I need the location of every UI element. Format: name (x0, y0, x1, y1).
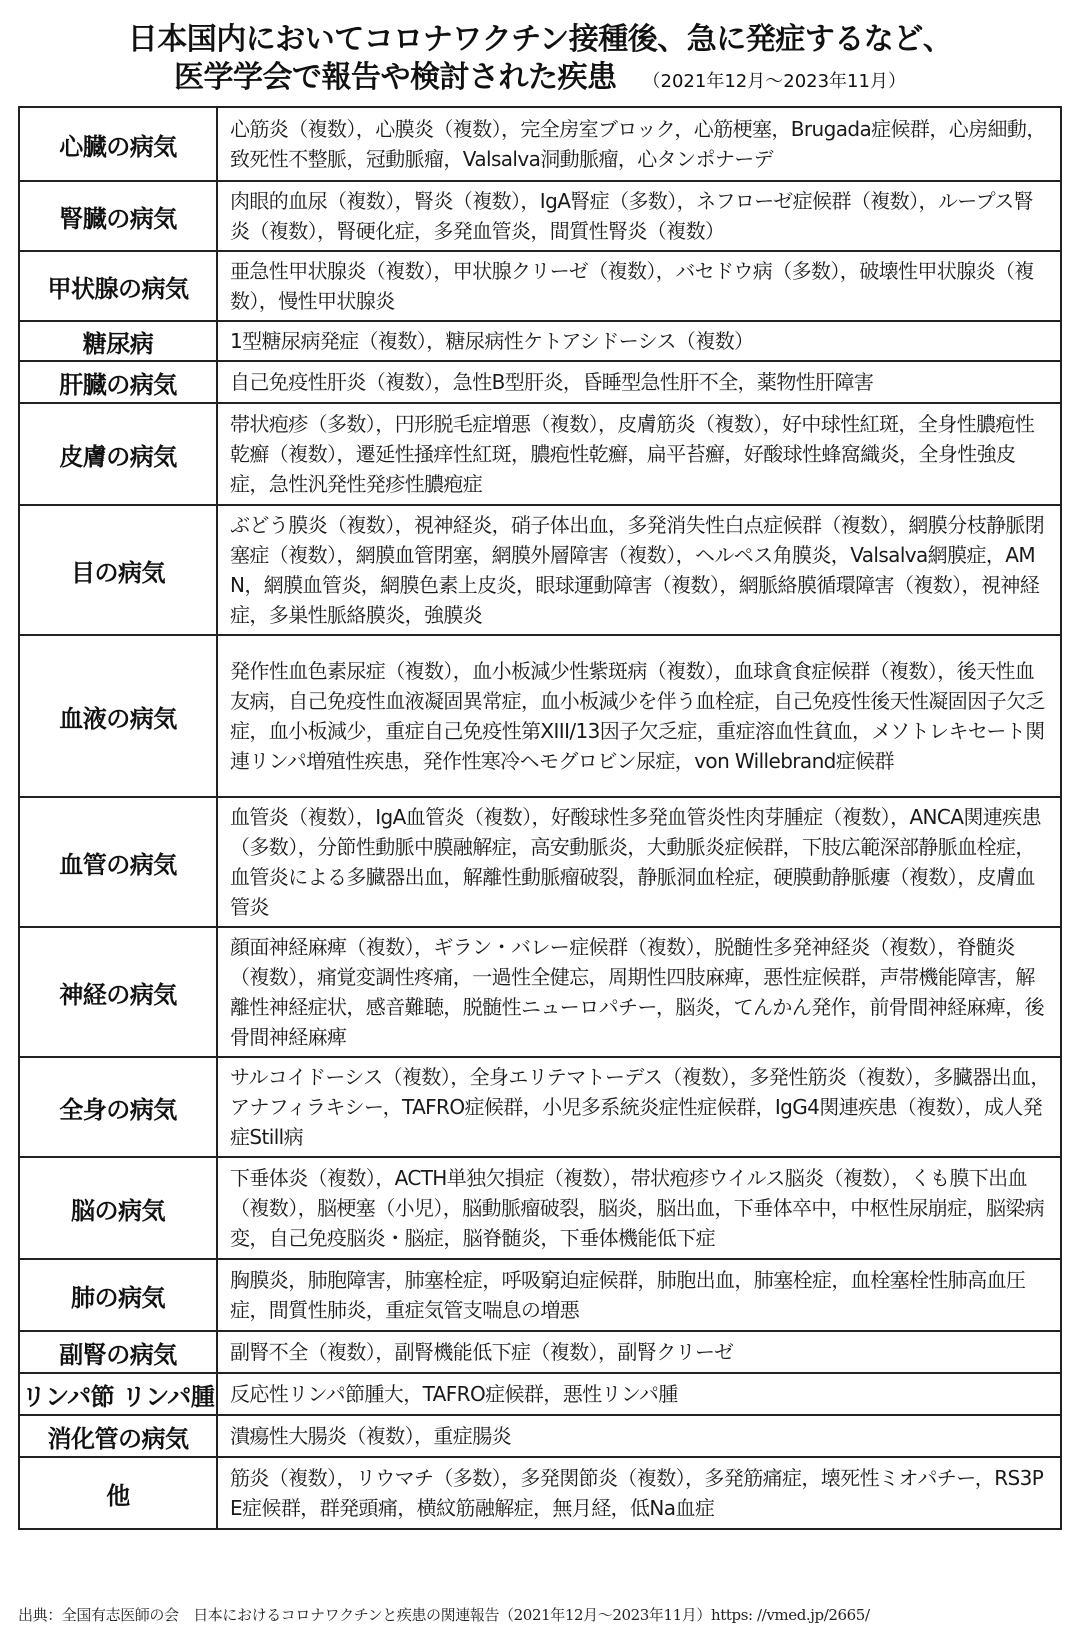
source-note: 出典：全国有志医師の会 日本におけるコロナワクチンと疾患の関連報告（2021年12月〜2023年11月）https: //vmed.jp/2665/ (18, 1606, 870, 1624)
category-cell: リンパ節 リンパ腫 (19, 1373, 217, 1415)
table-row (19, 1259, 1061, 1331)
table-row (19, 1457, 1061, 1529)
table-row (19, 1057, 1061, 1157)
category-cell: 糖尿病 (19, 321, 217, 361)
disease-cell: 亜急性甲状腺炎（複数），甲状腺クリーゼ（複数），バセドウ病（多数），破壊性甲状腺炎（複数），慢性甲状腺炎 (217, 251, 1061, 321)
category-cell: 血液の病気 (19, 635, 217, 797)
table-row (19, 635, 1061, 797)
page-title (0, 22, 1080, 100)
disease-cell: 潰瘍性大腸炎（複数），重症腸炎 (217, 1415, 1061, 1457)
disease-cell: 1型糖尿病発症（複数），糖尿病性ケトアシドーシス（複数） (217, 321, 1061, 361)
disease-cell: 帯状疱疹（多数），円形脱毛症増悪（複数），皮膚筋炎（複数），好中球性紅斑，全身性膿疱性乾癬（複数），遷延性掻痒性紅斑，膿疱性乾癬，扁平苔癬，好酸球性蜂窩織炎，全身性強皮症，急性汎発性発疹性膿疱症 (217, 403, 1061, 505)
disease-cell: ぶどう膜炎（複数），視神経炎，硝子体出血，多発消失性白点症候群（複数），網膜分枝静脈閉塞症（複数），網膜血管閉塞，網膜外層障害（複数），ヘルペス角膜炎，Valsalva網膜症，AMN，網膜血管炎，網膜色素上皮炎，眼球運動障害（複数），網脈絡膜循環障害（複数），視神経症，多巣性脈絡膜炎，強膜炎 (217, 505, 1061, 635)
category-cell: 目の病気 (19, 505, 217, 635)
table-row (19, 927, 1061, 1057)
disease-cell: 下垂体炎（複数），ACTH単独欠損症（複数），帯状疱疹ウイルス脳炎（複数），くも膜下出血（複数），脳梗塞（小児），脳動脈瘤破裂，脳炎，脳出血，下垂体卒中，中枢性尿崩症，脳梁病変，自己免疫脳炎・脳症，脳脊髄炎，下垂体機能低下症 (217, 1157, 1061, 1259)
category-cell: 脳の病気 (19, 1157, 217, 1259)
table-row (19, 1373, 1061, 1415)
category-cell: 甲状腺の病気 (19, 251, 217, 321)
category-cell: 副腎の病気 (19, 1331, 217, 1373)
disease-cell: 筋炎（複数），リウマチ（多数），多発関節炎（複数），多発筋痛症，壊死性ミオパチー，RS3PE症候群，群発頭痛，横紋筋融解症，無月経，低Na血症 (217, 1457, 1061, 1529)
table-row (19, 251, 1061, 321)
category-cell: 肺の病気 (19, 1259, 217, 1331)
disease-cell: 自己免疫性肝炎（複数），急性B型肝炎，昏睡型急性肝不全，薬物性肝障害 (217, 361, 1061, 403)
category-cell: 他 (19, 1457, 217, 1529)
disease-cell: 顔面神経麻痺（複数），ギラン・バレー症候群（複数），脱髄性多発神経炎（複数），脊髄炎（複数），痛覚変調性疼痛，一過性全健忘，周期性四肢麻痺，悪性症候群，声帯機能障害，解離性神経症状，感音難聴，脱髄性ニューロパチー，脳炎，てんかん発作，前骨間神経麻痺，後骨間神経麻痺 (217, 927, 1061, 1057)
table-row (19, 1157, 1061, 1259)
disease-cell: 発作性血色素尿症（複数），血小板減少性紫斑病（複数），血球貪食症候群（複数），後天性血友病，自己免疫性血液凝固異常症，血小板減少を伴う血栓症，自己免疫性後天性凝固因子欠乏症，血小板減少，重症自己免疫性第XIII/13因子欠乏症，重症溶血性貧血，メソトレキセート関連リンパ増殖性疾患，発作性寒冷ヘモグロビン尿症，von Willebrand症候群 (217, 635, 1061, 797)
title-period: （2021年12月〜2023年11月） (642, 71, 906, 92)
table-row (19, 1415, 1061, 1457)
category-cell: 全身の病気 (19, 1057, 217, 1157)
title-line-1: 日本国内においてコロナワクチン接種後、急に発症するなど、 (127, 22, 953, 57)
disease-cell: サルコイドーシス（複数），全身エリテマトーデス（複数），多発性筋炎（複数），多臓器出血，アナフィラキシー，TAFRO症候群，小児多系統炎症性症候群，IgG4関連疾患（複数），成人発症Still病 (217, 1057, 1061, 1157)
title-line-2-text: 医学学会で報告や検討された疾患 (174, 60, 617, 95)
category-cell: 消化管の病気 (19, 1415, 217, 1457)
category-cell: 皮膚の病気 (19, 403, 217, 505)
category-cell: 心臓の病気 (19, 107, 217, 181)
disease-table (18, 106, 1062, 1530)
disease-cell: 血管炎（複数），IgA血管炎（複数），好酸球性多発血管炎性肉芽腫症（複数），ANCA関連疾患（多数），分節性動脈中膜融解症，高安動脈炎，大動脈炎症候群，下肢広範深部静脈血栓症，血管炎による多臓器出血，解離性動脈瘤破裂，静脈洞血栓症，硬膜動静脈瘻（複数），皮膚血管炎 (217, 797, 1061, 927)
table-row (19, 321, 1061, 361)
table-row (19, 181, 1061, 251)
table-row (19, 403, 1061, 505)
disease-cell: 肉眼的血尿（複数），腎炎（複数），IgA腎症（多数），ネフローゼ症候群（複数），ループス腎炎（複数），腎硬化症，多発血管炎，間質性腎炎（複数） (217, 181, 1061, 251)
table-row (19, 107, 1061, 181)
disease-cell: 心筋炎（複数），心膜炎（複数），完全房室ブロック，心筋梗塞，Brugada症候群，心房細動，致死性不整脈，冠動脈瘤，Valsalva洞動脈瘤，心タンポナーデ (217, 107, 1061, 181)
table-row (19, 1331, 1061, 1373)
disease-cell: 胸膜炎，肺胞障害，肺塞栓症，呼吸窮迫症候群，肺胞出血，肺塞栓症，血栓塞栓性肺高血圧症，間質性肺炎，重症気管支喘息の増悪 (217, 1259, 1061, 1331)
table-row (19, 797, 1061, 927)
table-row (19, 361, 1061, 403)
category-cell: 腎臓の病気 (19, 181, 217, 251)
category-cell: 肝臓の病気 (19, 361, 217, 403)
title-line-2 (0, 60, 1080, 100)
table-row (19, 505, 1061, 635)
category-cell: 神経の病気 (19, 927, 217, 1057)
disease-cell: 副腎不全（複数），副腎機能低下症（複数），副腎クリーゼ (217, 1331, 1061, 1373)
category-cell: 血管の病気 (19, 797, 217, 927)
disease-cell: 反応性リンパ節腫大，TAFRO症候群，悪性リンパ腫 (217, 1373, 1061, 1415)
